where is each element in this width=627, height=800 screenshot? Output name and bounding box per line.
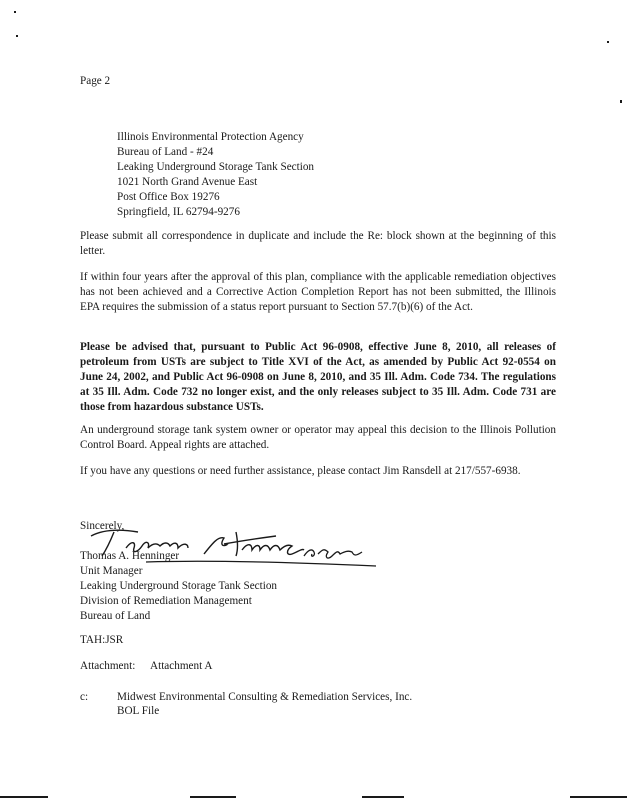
signatory-block xyxy=(80,549,277,624)
mailing-address xyxy=(117,130,314,220)
attachment-value: Attachment A xyxy=(150,660,213,672)
scan-speck xyxy=(607,41,609,43)
address-line: Springfield, IL 62794-9276 xyxy=(117,206,240,218)
cc-item: BOL File xyxy=(117,705,160,717)
public-act-notice: Please be advised that, pursuant to Public Act 96-0908, effective June 8, 2010, all releases of petroleum from USTs are subject to Title XVI of the Act, as amended by Public Act 92-0554 on June 24, 2002, and Public Act 96-0908 on June 8, 2010, and 35 Ill. Adm. Code 734. The regulations at 35 Ill. Adm. Code 732 no longer exist, and the only releases subject to 35 Ill. Adm. Code 731 are those from hazardous substance USTs. xyxy=(80,341,556,413)
contact-paragraph: If you have any questions or need further assistance, please contact Jim Ransdell at 217/557-6938. xyxy=(80,465,521,477)
signatory-bureau: Bureau of Land xyxy=(80,610,151,622)
scan-speck xyxy=(620,100,622,103)
scan-edge-line xyxy=(362,796,404,798)
scan-speck xyxy=(14,11,16,13)
status-report-paragraph: If within four years after the approval of this plan, compliance with the applicable remediation objectives has not been achieved and a Corrective Action Completion Report has not been submitted, the Illinois EPA requires the submission of a status report pursuant to Section 57.7(b)(6) of the Act. xyxy=(80,271,556,313)
correspondence-paragraph: Please submit all correspondence in duplicate and include the Re: block shown at the beginning of this letter. xyxy=(80,230,556,257)
address-line: Post Office Box 19276 xyxy=(117,191,220,203)
scan-edge-line xyxy=(0,796,48,798)
closing: Sincerely, xyxy=(80,520,125,532)
typist-initials: TAH:JSR xyxy=(80,634,124,646)
attachment-label: Attachment: xyxy=(80,660,136,672)
address-line: 1021 North Grand Avenue East xyxy=(117,176,258,188)
signatory-division: Division of Remediation Management xyxy=(80,595,252,607)
address-line: Illinois Environmental Protection Agency xyxy=(117,131,304,143)
appeal-paragraph: An underground storage tank system owner or operator may appeal this decision to the Illinois Pollution Control Board. Appeal rights are attached. xyxy=(80,424,556,451)
signatory-title: Unit Manager xyxy=(80,565,143,577)
cc-label: c: xyxy=(80,691,89,703)
page-number: Page 2 xyxy=(80,75,111,87)
signatory-name: Thomas A. Henninger xyxy=(80,550,180,562)
scan-edge-line xyxy=(190,796,236,798)
scan-speck xyxy=(16,35,18,37)
address-line: Bureau of Land - #24 xyxy=(117,146,214,158)
address-line: Leaking Underground Storage Tank Section xyxy=(117,161,315,173)
cc-list xyxy=(117,690,412,718)
scan-edge-line xyxy=(570,796,627,798)
cc-item: Midwest Environmental Consulting & Remediation Services, Inc. xyxy=(117,691,413,703)
signatory-section: Leaking Underground Storage Tank Section xyxy=(80,580,278,592)
